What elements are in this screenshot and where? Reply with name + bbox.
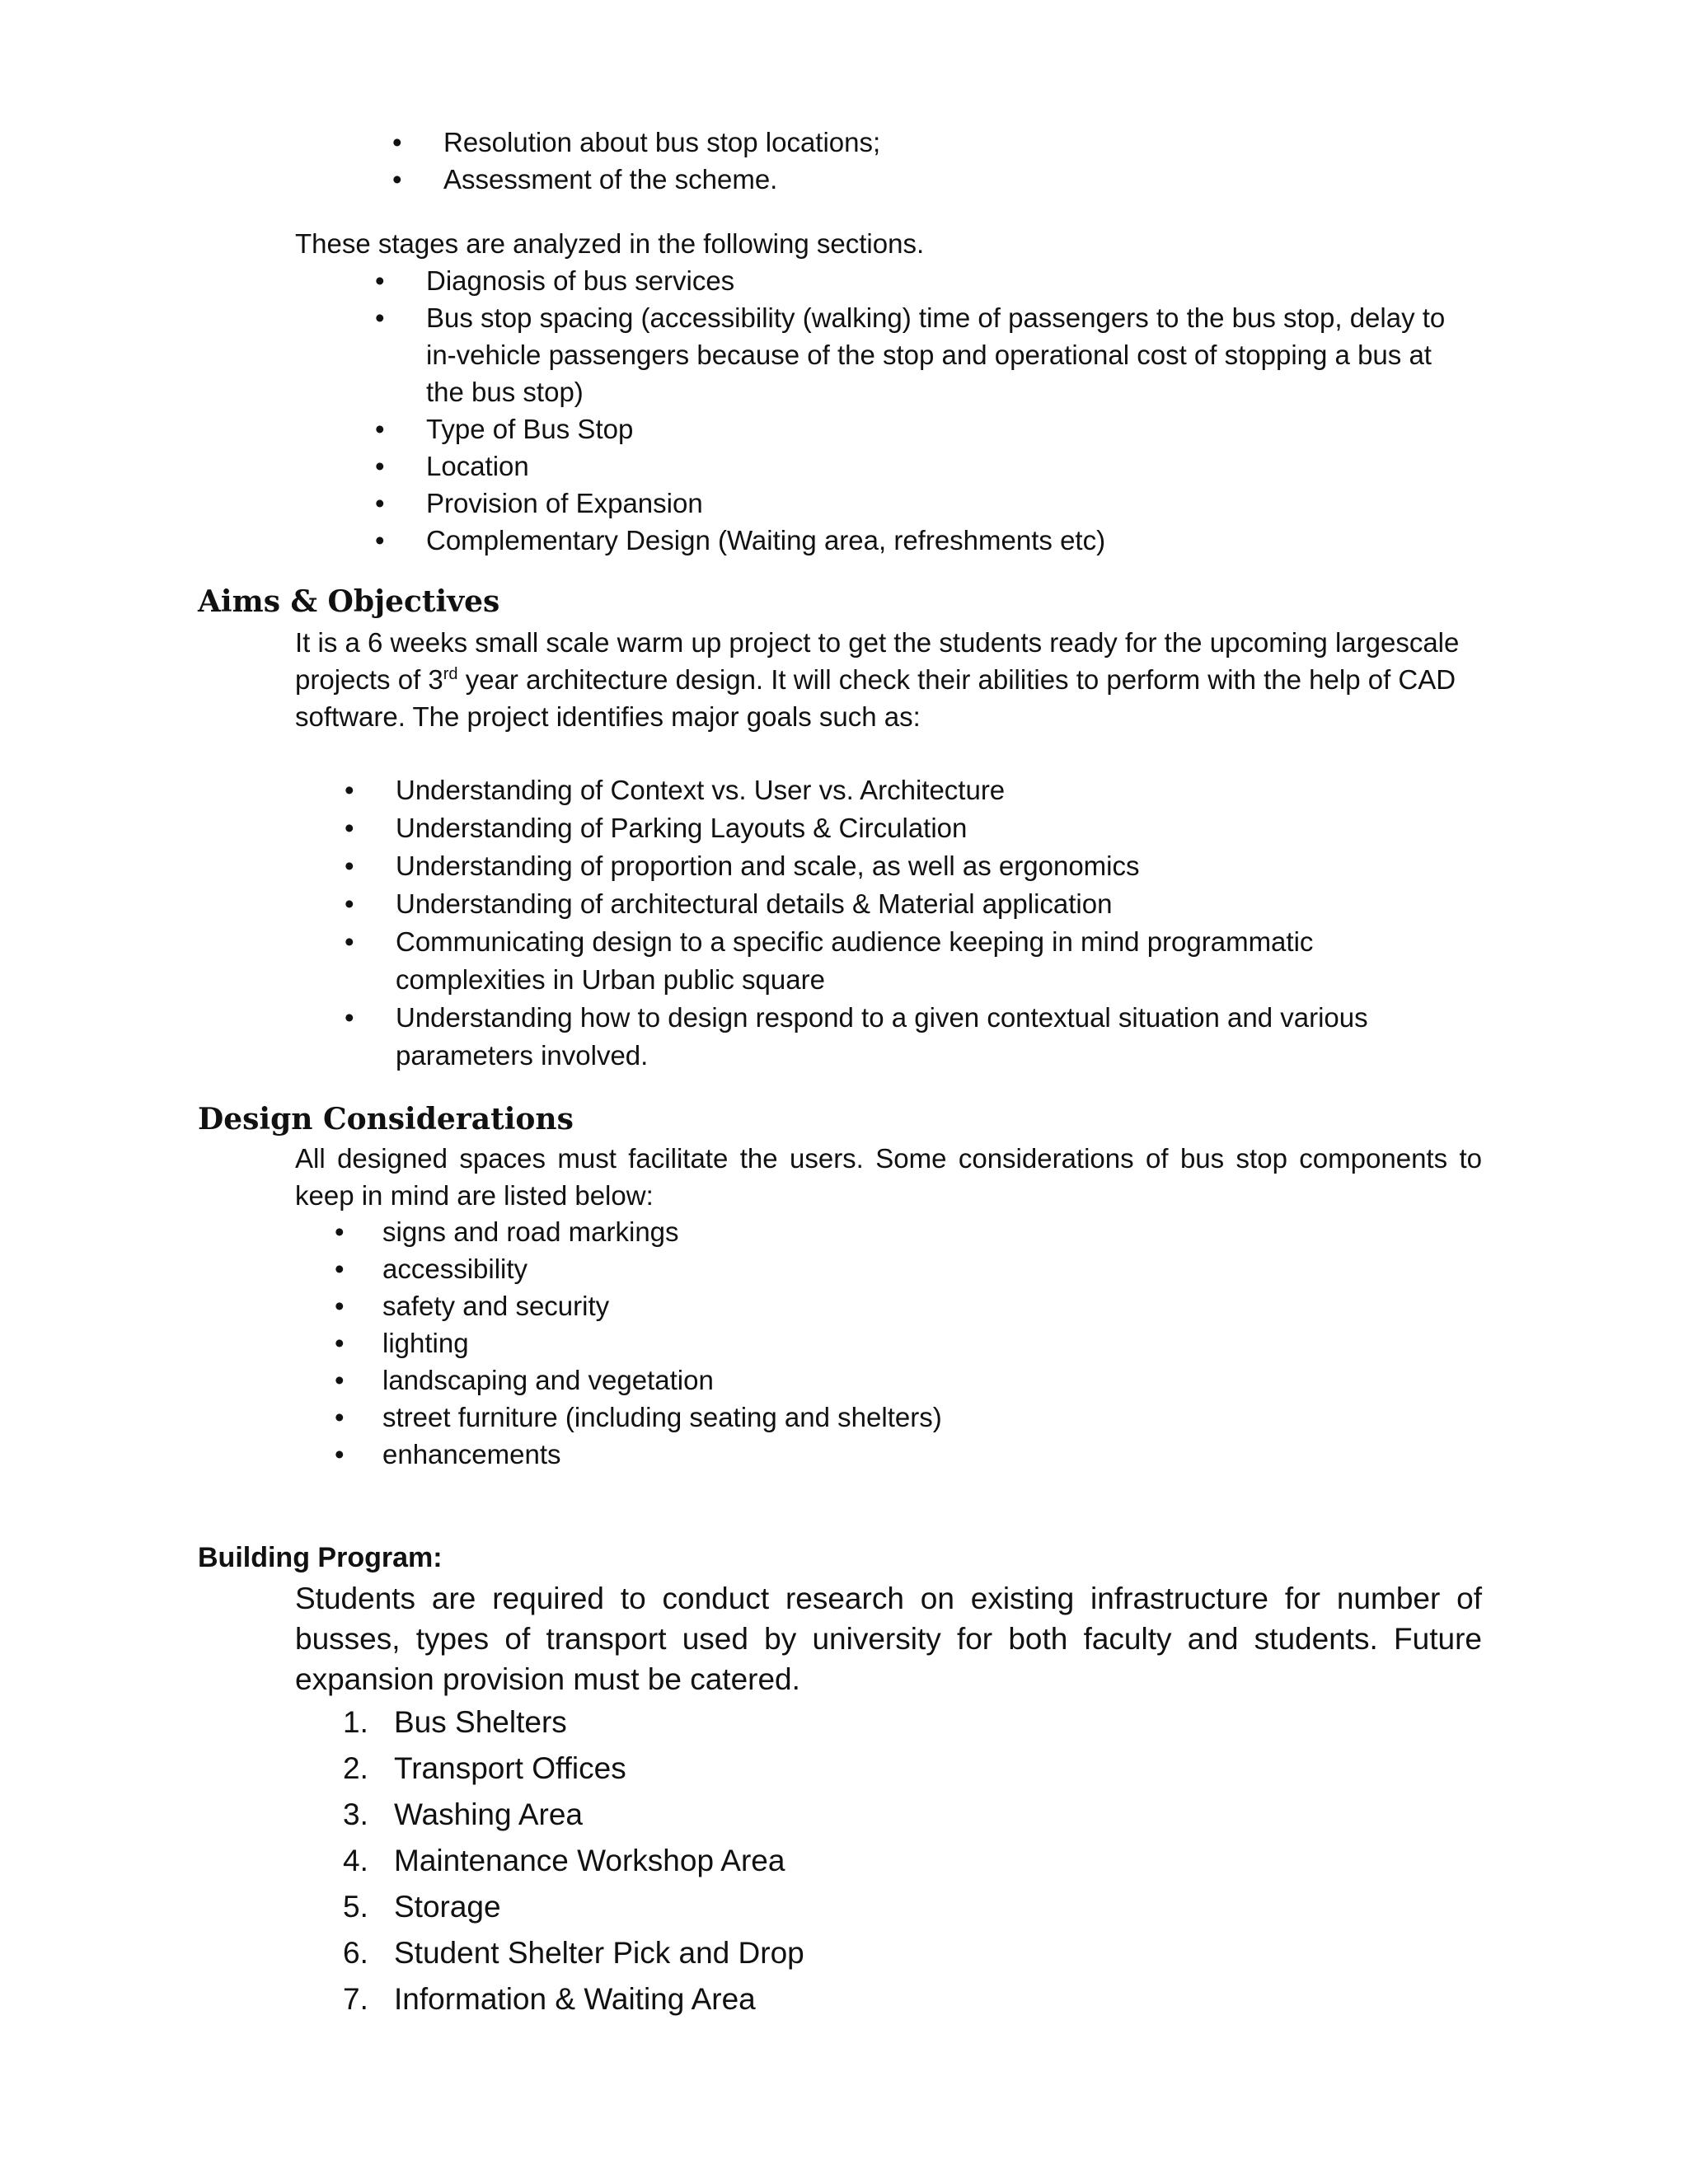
bullet-icon: • [375,302,385,333]
goals-bullet-list [345,771,1465,1075]
aims-paragraph [295,624,1482,735]
list-item [335,1399,1456,1436]
building-heading: Building Program: [198,1542,443,1573]
list-item [345,999,1426,1075]
list-item-text: Resolution about bus stop locations; [443,127,881,157]
list-item-text: Storage [394,1890,501,1924]
list-item [375,448,1471,485]
building-numbered-list [343,1699,1414,2022]
list-item [345,923,1368,999]
list-item [335,1287,1456,1324]
design-heading: Design Considerations [198,1102,574,1137]
list-item-text: Understanding of Context vs. User vs. Architecture [396,775,1006,805]
list-item-text: signs and road markings [382,1216,679,1247]
bullet-icon: • [335,1365,345,1395]
list-item-text: Bus Shelters [394,1705,567,1739]
bullet-icon: • [375,488,385,518]
list-item-text: Information & Waiting Area [394,1982,756,2016]
list-item [335,1361,1456,1399]
list-number: 4. [343,1844,368,1877]
bullet-icon: • [345,813,354,843]
list-item [343,1976,1414,2022]
building-paragraph: Students are required to conduct research on existing infrastructure for number of busses, types of transport used by university for both faculty and students. Future expansion provision must be catered. [295,1582,1482,1696]
aims-heading: Aims & Objectives [198,584,500,619]
bullet-icon: • [335,1254,345,1284]
list-number: 6. [343,1936,368,1970]
bullet-icon: • [335,1291,345,1321]
list-item [345,809,1465,847]
design-paragraph: All designed spaces must facilitate the users. Some considerations of bus stop components to keep in mind are listed below: [295,1143,1482,1211]
bullet-icon: • [345,775,354,805]
list-item [392,124,1464,161]
intro-bullet-list [392,124,1464,198]
bullet-icon: • [345,1002,354,1033]
list-item-text: Provision of Expansion [426,488,703,518]
list-item [335,1250,1456,1287]
stages-paragraph: These stages are analyzed in the following sections. [295,228,925,259]
list-item [345,847,1465,885]
bullet-icon: • [375,414,385,444]
list-item [343,1746,1414,1792]
list-item-text: lighting [382,1328,469,1358]
list-item-text: Washing Area [394,1797,583,1831]
bullet-icon: • [345,851,354,881]
list-item [335,1324,1456,1361]
bullet-icon: • [345,888,354,919]
bullet-icon: • [375,525,385,555]
list-item [375,299,1471,410]
list-item [343,1930,1414,1976]
design-bullet-list [335,1213,1456,1473]
bullet-icon: • [335,1216,345,1247]
bullet-icon: • [392,127,402,157]
list-item-text: Understanding of architectural details & Material application [396,888,1113,919]
list-item-text: Transport Offices [394,1751,626,1785]
list-item-text: accessibility [382,1254,528,1284]
list-item-text: Assessment of the scheme. [443,164,778,194]
list-item-text: street furniture (including seating and shelters) [382,1402,942,1432]
aims-paragraph-text: It is a 6 weeks small scale warm up project to get the students ready for the upcoming largescale projects of 3 [295,627,1460,695]
list-item-text: Student Shelter Pick and Drop [394,1936,804,1970]
list-item [375,485,1471,522]
bullet-icon: • [335,1402,345,1432]
list-item-text: Type of Bus Stop [426,414,634,444]
list-item [343,1838,1414,1884]
list-item [335,1436,1456,1473]
list-number: 1. [343,1705,368,1739]
list-item [345,885,1465,923]
list-item-text: Bus stop spacing (accessibility (walking) time of passengers to the bus stop, delay to in-vehicle passengers because of the stop and operational cost of stopping a bus at the bus stop) [426,302,1446,407]
list-item-text: Understanding of proportion and scale, as well as ergonomics [396,851,1140,881]
list-item-text: enhancements [382,1439,561,1469]
list-item-text: Complementary Design (Waiting area, refreshments etc) [426,525,1106,555]
list-item [375,410,1471,448]
list-item-text: Communicating design to a specific audience keeping in mind programmatic complexities in Urban public square [396,926,1314,995]
list-item [343,1792,1414,1838]
list-item-text: Diagnosis of bus services [426,265,735,296]
list-item [375,262,1471,299]
list-number: 5. [343,1890,368,1924]
list-number: 7. [343,1982,368,2016]
list-item-text: landscaping and vegetation [382,1365,714,1395]
list-item-text: safety and security [382,1291,610,1321]
list-item [345,771,1465,809]
aims-superscript: rd [443,665,458,683]
list-item [335,1213,1456,1250]
list-item-text: Maintenance Workshop Area [394,1844,785,1877]
bullet-icon: • [375,451,385,481]
list-number: 2. [343,1751,368,1785]
list-item [343,1699,1414,1746]
list-item [375,522,1471,559]
bullet-icon: • [392,164,402,194]
bullet-icon: • [345,926,354,957]
list-item-text: Location [426,451,529,481]
bullet-icon: • [335,1439,345,1469]
stages-bullet-list [375,262,1471,559]
list-item-text: Understanding how to design respond to a given contextual situation and various parameters involved. [396,1002,1368,1071]
bullet-icon: • [335,1328,345,1358]
list-item-text: Understanding of Parking Layouts & Circulation [396,813,968,843]
list-item [392,161,1464,198]
list-item [343,1884,1414,1930]
aims-paragraph-text-2: year architecture design. It will check their abilities to perform with the help of CAD software. The project identifies major goals such as: [295,664,1456,732]
bullet-icon: • [375,265,385,296]
list-number: 3. [343,1797,368,1831]
